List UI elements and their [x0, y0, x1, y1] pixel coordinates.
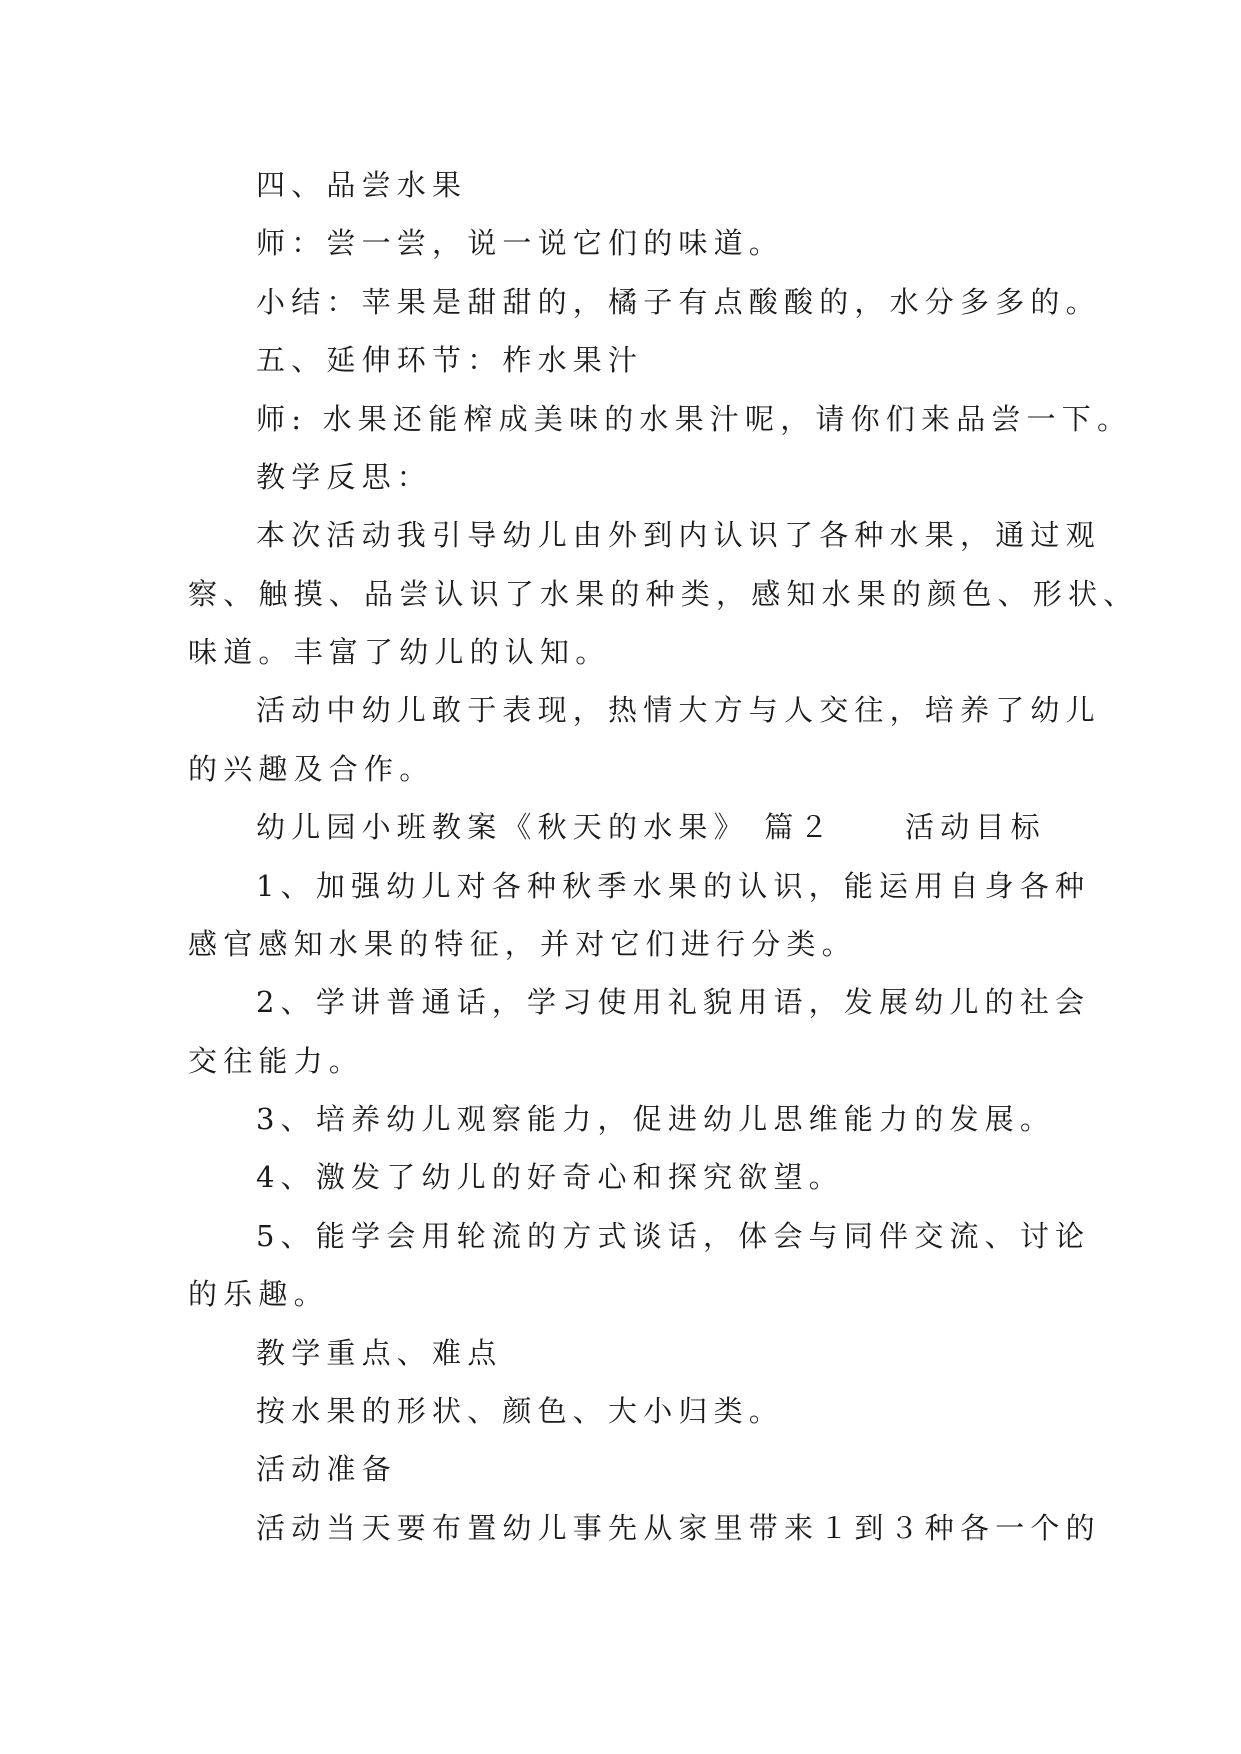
paragraph-line: 本次活动我引导幼儿由外到内认识了各种水果，通过观: [256, 518, 1101, 552]
paragraph-line: 2、学讲普通话，学习使用礼貌用语，发展幼儿的社会: [256, 985, 1091, 1019]
paragraph-line: 1、加强幼儿对各种秋季水果的认识，能运用自身各种: [256, 869, 1091, 903]
paragraph-line: 活动当天要布置幼儿事先从家里带来１到３种各一个的: [256, 1511, 1101, 1545]
section-heading-preparation: 活动准备: [256, 1452, 397, 1486]
paragraph-line: 师: 水果还能榨成美味的水果汁呢，请你们来品尝一下。: [256, 402, 1133, 436]
paragraph-line: 的乐趣。: [188, 1277, 329, 1311]
paragraph-line: 4、激发了幼儿的好奇心和探究欲望。: [256, 1160, 844, 1194]
paragraph-line: 交往能力。: [188, 1044, 365, 1078]
paragraph-line: 5、能学会用轮流的方式谈话，体会与同伴交流、讨论: [256, 1219, 1091, 1253]
paragraph-line: 活动中幼儿敢于表现，热情大方与人交往，培养了幼儿: [256, 693, 1101, 727]
section-heading-key-points: 教学重点、难点: [256, 1336, 503, 1370]
paragraph-line: 小结：苹果是甜甜的，橘子有点酸酸的，水分多多的。: [256, 285, 1101, 319]
paragraph-line: 察、触摸、品尝认识了水果的种类，感知水果的颜色、形状、: [188, 577, 1139, 611]
article-title-line: 幼儿园小班教案《秋天的水果》 篇２ 活动目标: [256, 810, 1046, 844]
paragraph-line: 师：尝一尝，说一说它们的味道。: [256, 226, 785, 260]
paragraph-line: 3、培养幼儿观察能力，促进幼儿思维能力的发展。: [256, 1102, 1056, 1136]
paragraph-line: 感官感知水果的特征，并对它们进行分类。: [188, 927, 857, 961]
paragraph-line: 的兴趣及合作。: [188, 752, 435, 786]
paragraph-line: 按水果的形状、颜色、大小归类。: [256, 1394, 785, 1428]
section-heading-taste-fruit: 四、品尝水果: [256, 168, 468, 202]
section-heading-extension: 五、延伸环节：柞水果汁: [256, 343, 644, 377]
paragraph-line: 味道。丰富了幼儿的认知。: [188, 635, 611, 669]
section-heading-reflection: 教学反思：: [256, 460, 433, 494]
